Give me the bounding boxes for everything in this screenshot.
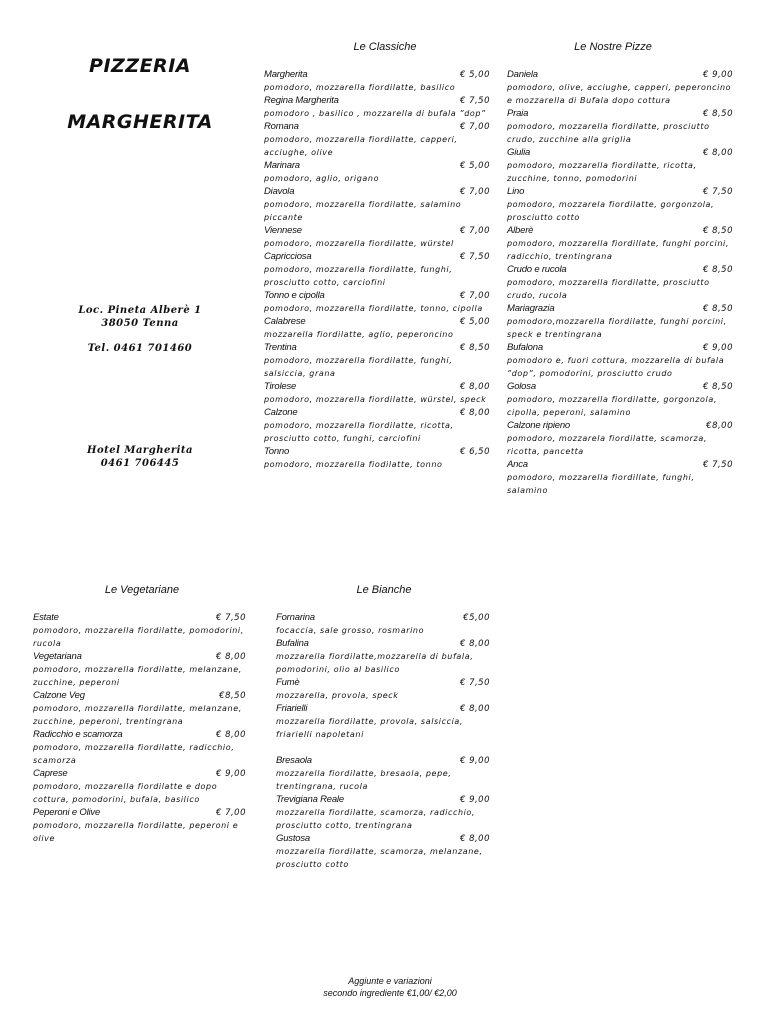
- item-price: €8,00: [706, 421, 733, 431]
- brand-title-line1: PIZZERIA: [89, 55, 191, 77]
- item-description: pomodoro, mozzarella fiordilatte, ricotta, zucchine, tonno, pomodorini: [507, 161, 697, 183]
- item-description: focaccia, sale grosso, rosmarino: [276, 626, 425, 635]
- menu-item: [276, 832, 490, 871]
- item-description: pomodoro, mozzarela fiordilatte, scamorza, ricotta, pancetta: [507, 434, 707, 456]
- item-description: pomodoro, mozzarella fiodilatte, tonno: [264, 460, 443, 469]
- item-name: Fumè: [276, 677, 300, 688]
- item-name: Fornarina: [276, 612, 315, 623]
- item-price: € 7,00: [459, 291, 490, 301]
- menu-item: [264, 289, 490, 315]
- item-description: pomodoro, mozzarella fiordilatte, tonno, cipolla: [264, 304, 483, 313]
- item-price: € 7,00: [215, 808, 246, 818]
- item-description: pomodoro , basilico , mozzarella di bufala ”dop”: [264, 109, 486, 118]
- item-price: € 8,00: [702, 148, 733, 158]
- item-price: € 8,50: [702, 265, 733, 275]
- menu-item: [507, 224, 733, 263]
- item-description: pomodoro, mozzarella fiordilatte, basilico: [264, 83, 456, 92]
- menu-item: [507, 146, 733, 185]
- menu-item: [264, 315, 490, 341]
- item-description: mozzarella fiordilatte,mozzarella di bufala, pomodorini, olio al basilico: [276, 652, 474, 674]
- item-price: € 9,00: [702, 70, 733, 80]
- item-description: pomodoro, mozzarella fiordilatte, melanzane, zucchine, peperoni, trentingrana: [33, 704, 242, 726]
- item-name: Marinara: [264, 160, 300, 171]
- item-price: € 7,50: [459, 96, 490, 106]
- item-name: Vegetariana: [33, 651, 82, 662]
- menu-item: [264, 120, 490, 159]
- item-description: pomodoro, mozzarella fiordilatte, melanzane, zucchine, peperoni: [33, 665, 242, 687]
- item-description: pomodoro,mozzarella fiordilatte, funghi porcini, speck e trentingrana: [507, 317, 727, 339]
- item-description: pomodoro, mozzarella fiordillate, funghi porcini, radicchio, trentingrana: [507, 239, 729, 261]
- item-description: pomodoro, mozzarella fiordilatte, peperoni e olive: [33, 821, 239, 843]
- menu-item: [276, 702, 490, 741]
- item-name: Crudo e rucola: [507, 264, 567, 275]
- item-name: Anca: [507, 459, 528, 470]
- item-name: Radicchio e scamorza: [33, 729, 123, 740]
- item-name: Calzone Veg: [33, 690, 85, 701]
- item-description: pomodoro, aglio, origano: [264, 174, 380, 183]
- item-price: € 5,00: [459, 161, 490, 171]
- item-price: € 7,50: [702, 187, 733, 197]
- menu-item: [33, 767, 246, 806]
- item-description: pomodoro, olive, acciughe, capperi, peperoncino e mozzarella di Bufala dopo cottura: [507, 83, 732, 105]
- menu-item: [507, 458, 733, 497]
- menu-item: [33, 728, 246, 767]
- item-price: € 9,00: [215, 769, 246, 779]
- item-price: € 9,00: [702, 343, 733, 353]
- item-name: Regina Margherita: [264, 95, 339, 106]
- menu-nostre: [507, 68, 733, 497]
- menu-item: [264, 94, 490, 120]
- item-name: Estate: [33, 612, 59, 623]
- section-title-classiche: Le Classiche: [353, 41, 417, 53]
- item-price: € 7,00: [459, 122, 490, 132]
- menu-item: [276, 637, 490, 676]
- item-name: Calzone ripieno: [507, 420, 571, 431]
- item-price: € 8,00: [459, 834, 490, 844]
- item-price: € 8,00: [459, 408, 490, 418]
- item-name: Bufalona: [507, 342, 543, 353]
- item-description: pomodoro, mozzarella fiordilatte, funghi, salsiccia, grana: [264, 356, 453, 378]
- item-description: pomodoro, mozzarella fiordilatte, ricotta, prosciutto cotto, funghi, carciofini: [264, 421, 454, 443]
- address-block: [40, 304, 240, 355]
- spacer: [276, 741, 490, 754]
- item-price: €8,50: [219, 691, 246, 701]
- item-description: mozzarella fiordilatte, bresaola, pepe, trentingrana, rucola: [276, 769, 452, 791]
- menu-item: [507, 380, 733, 419]
- item-name: Golosa: [507, 381, 536, 392]
- item-description: pomodoro, mozzarella fiordilatte, funghi, prosciutto cotto, carciofini: [264, 265, 453, 287]
- item-name: Trentina: [264, 342, 297, 353]
- item-name: Tonno e cipolla: [264, 290, 325, 301]
- item-name: Daniela: [507, 69, 538, 80]
- menu-bianche: [276, 611, 490, 871]
- item-description: mozzarella fiordilatte, scamorza, radicchio, prosciutto cotto, trentingrana: [276, 808, 476, 830]
- item-name: Bresaola: [276, 755, 312, 766]
- item-price: € 8,00: [459, 704, 490, 714]
- menu-item: [33, 650, 246, 689]
- item-name: Tonno: [264, 446, 290, 457]
- item-description: mozzarella, provola, speck: [276, 691, 399, 700]
- item-name: Diavola: [264, 186, 295, 197]
- item-price: € 5,00: [459, 70, 490, 80]
- item-name: Lino: [507, 186, 525, 197]
- item-name: Giulia: [507, 147, 531, 158]
- item-name: Margherita: [264, 69, 308, 80]
- footer-line1: Aggiunte e variazioni: [348, 976, 432, 986]
- menu-item: [264, 68, 490, 94]
- menu-item: [264, 341, 490, 380]
- menu-item: [264, 445, 490, 471]
- menu-item: [276, 793, 490, 832]
- item-description: pomodoro, mozzarella fiordilatte, würstel, speck: [264, 395, 487, 404]
- item-name: Viennese: [264, 225, 302, 236]
- item-price: € 9,00: [459, 795, 490, 805]
- item-description: pomodoro, mozzarella fiordilatte, radicchio, scamorza: [33, 743, 235, 765]
- item-description: pomodoro, mozzarella fiordilatte, capperi, acciughe, olive: [264, 135, 458, 157]
- menu-item: [276, 676, 490, 702]
- item-price: € 8,50: [702, 226, 733, 236]
- item-price: € 7,00: [459, 187, 490, 197]
- menu-item: [276, 754, 490, 793]
- item-name: Peperoni e Olive: [33, 807, 101, 818]
- footer-note: [290, 975, 490, 999]
- menu-classiche: [264, 68, 490, 471]
- item-name: Calabrese: [264, 316, 306, 327]
- item-name: Friarielli: [276, 703, 308, 714]
- hotel-line2: 0461 706445: [100, 458, 180, 469]
- address-line1: Loc. Pineta Alberè 1: [78, 305, 202, 316]
- item-name: Praia: [507, 108, 529, 119]
- menu-item: [507, 107, 733, 146]
- item-price: € 8,50: [702, 109, 733, 119]
- item-name: Gustosa: [276, 833, 310, 844]
- menu-item: [33, 611, 246, 650]
- item-price: € 6,50: [459, 447, 490, 457]
- section-title-vegetariane: Le Vegetariane: [104, 584, 180, 596]
- menu-item: [264, 250, 490, 289]
- item-description: mozzarella fiordilatte, aglio, peperoncino: [264, 330, 454, 339]
- item-name: Trevigiana Reale: [276, 794, 344, 805]
- item-price: € 8,00: [215, 730, 246, 740]
- item-description: pomodoro, mozzarella fiordilatte, gorgonzola, cipolla, peperoni, salamino: [507, 395, 717, 417]
- item-price: € 8,50: [702, 304, 733, 314]
- item-price: € 7,50: [702, 460, 733, 470]
- item-description: pomodoro, mozzarella fiordillate, funghi, salamino: [507, 473, 695, 495]
- item-name: Caprese: [33, 768, 68, 779]
- menu-item: [276, 611, 490, 637]
- menu-item: [507, 68, 733, 107]
- item-price: € 8,00: [459, 639, 490, 649]
- item-name: Alberè: [507, 225, 534, 236]
- item-price: € 7,50: [459, 252, 490, 262]
- address-phone: Tel. 0461 701460: [87, 343, 193, 354]
- item-description: pomodoro, mozzarella fiordilatte, salamino piccante: [264, 200, 462, 222]
- item-price: € 5,00: [459, 317, 490, 327]
- menu-item: [33, 806, 246, 845]
- item-price: € 8,00: [215, 652, 246, 662]
- menu-item: [264, 159, 490, 185]
- item-price: € 7,50: [215, 613, 246, 623]
- menu-item: [264, 380, 490, 406]
- section-title-nostre: Le Nostre Pizze: [574, 41, 652, 53]
- menu-item: [507, 302, 733, 341]
- item-price: € 8,50: [702, 382, 733, 392]
- hotel-block: [40, 444, 240, 470]
- item-price: € 7,50: [459, 678, 490, 688]
- item-name: Mariagrazia: [507, 303, 555, 314]
- item-description: pomodoro e, fuori cottura, mozzarella di bufala ”dop”, pomodorini, prosciutto crudo: [507, 356, 725, 378]
- item-price: € 7,00: [459, 226, 490, 236]
- brand-title-line2: MARGHERITA: [67, 111, 213, 133]
- item-description: pomodoro, mozzarella fiordilatte, prosciutto crudo, zucchine alla griglia: [507, 122, 710, 144]
- menu-vegetariane: [33, 611, 246, 845]
- item-description: pomodoro, mozzarella fiordilatte e dopo cottura, pomodorini, bufala, basilico: [33, 782, 218, 804]
- menu-item: [264, 224, 490, 250]
- section-title-bianche: Le Bianche: [356, 584, 412, 596]
- item-name: Romana: [264, 121, 299, 132]
- menu-item: [507, 263, 733, 302]
- item-price: €5,00: [463, 613, 490, 623]
- item-description: mozzarella fiordilatte, scamorza, melanzane, prosciutto cotto: [276, 847, 483, 869]
- hotel-line1: Hotel Margherita: [87, 445, 193, 456]
- menu-item: [507, 419, 733, 458]
- menu-item: [507, 341, 733, 380]
- menu-item: [264, 406, 490, 445]
- menu-item: [507, 185, 733, 224]
- item-name: Calzone: [264, 407, 298, 418]
- item-price: € 8,00: [459, 382, 490, 392]
- item-price: € 8,50: [459, 343, 490, 353]
- footer-line2: secondo ingrediente €1,00/ €2,00: [323, 988, 457, 998]
- menu-item: [33, 689, 246, 728]
- item-name: Bufalina: [276, 638, 309, 649]
- item-name: Tirolese: [264, 381, 297, 392]
- item-description: pomodoro, mozzarela fiordilatte, gorgonzola, prosciutto cotto: [507, 200, 715, 222]
- item-name: Capricciosa: [264, 251, 312, 262]
- item-description: pomodoro, mozzarella fiordilatte, würstel: [264, 239, 454, 248]
- address-line2: 38050 Tenna: [101, 318, 179, 329]
- menu-item: [264, 185, 490, 224]
- item-description: mozzarella fiordilatte, provola, salsiccia, friarielli napoletani: [276, 717, 464, 739]
- item-description: pomodoro, mozzarella fiordilatte, prosciutto crudo, rucola: [507, 278, 710, 300]
- item-price: € 9,00: [459, 756, 490, 766]
- item-description: pomodoro, mozzarella fiordilatte, pomodorini, rucola: [33, 626, 244, 648]
